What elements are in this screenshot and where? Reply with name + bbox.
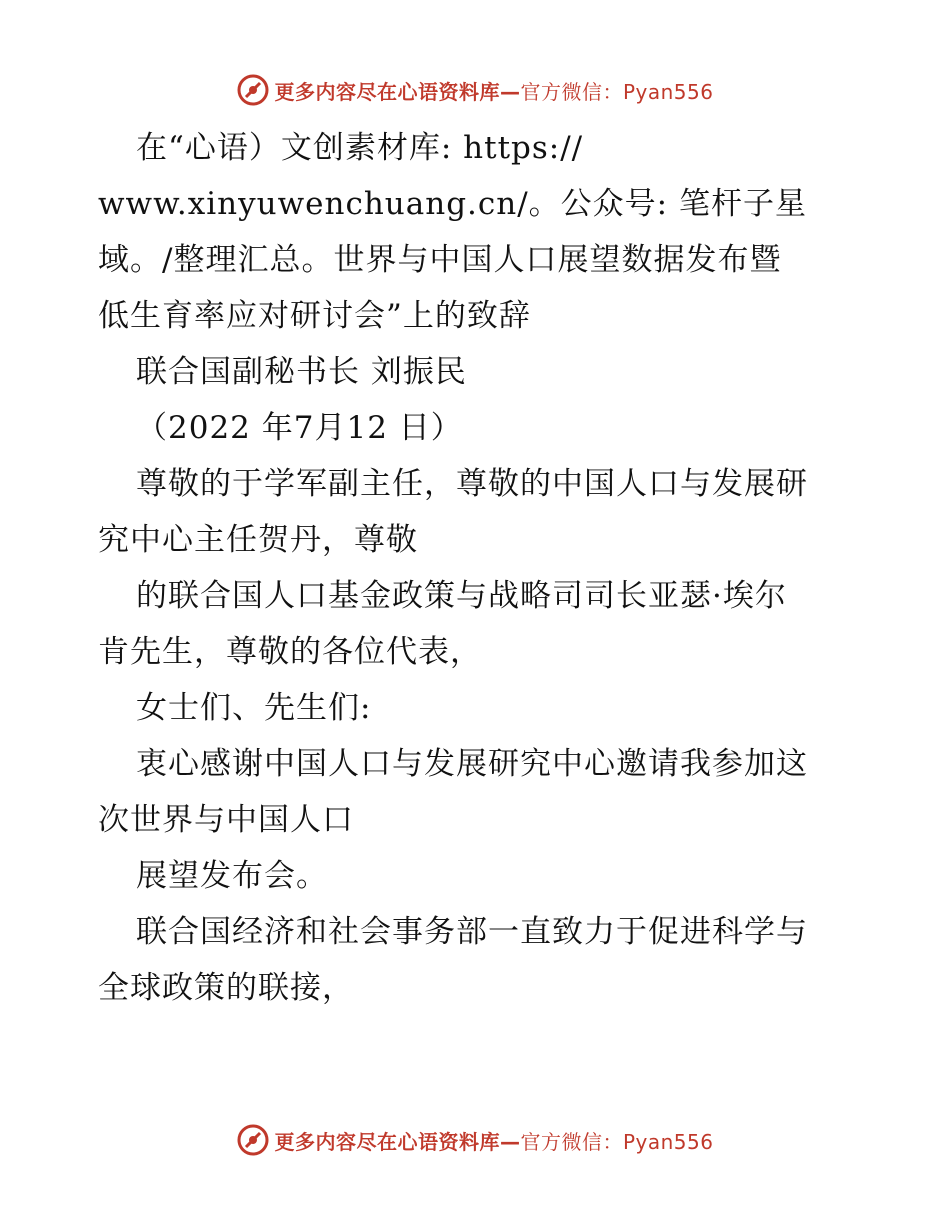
text-line-15: 联合国经济和社会事务部一直致力于促进科学与 xyxy=(136,914,808,950)
text-line-10: 肯先生，尊敬的各位代表， xyxy=(98,634,482,670)
header-banner-wechat: 官方微信：Pyan556 xyxy=(520,79,714,104)
footer-banner xyxy=(0,1120,950,1160)
footer-banner-main: 更多内容尽在心语资料库— xyxy=(274,1129,521,1154)
document-body xyxy=(98,120,858,1016)
footer-banner-text xyxy=(274,1126,713,1155)
brand-logo-icon xyxy=(236,1123,270,1157)
date-line: （2022 年7月12 日） xyxy=(136,410,463,446)
text-line-8: 究中心主任贺丹，尊敬 xyxy=(98,522,418,558)
text-line-4: 低生育率应对研讨会”上的致辞 xyxy=(98,298,531,334)
author-line: 联合国副秘书长 刘振民 xyxy=(136,354,467,390)
text-line-7: 尊敬的于学军副主任，尊敬的中国人口与发展研 xyxy=(136,466,808,502)
text-line-2: www.xinyuwenchuang.cn/。公众号: 笔杆子星 xyxy=(98,186,807,222)
brand-logo-icon xyxy=(236,73,270,107)
text-line-14: 展望发布会。 xyxy=(136,858,328,894)
text-line-3: 域。/整理汇总。世界与中国人口展望数据发布暨 xyxy=(98,242,782,278)
footer-banner-wechat: 官方微信：Pyan556 xyxy=(520,1129,714,1154)
text-line-1: 在“心语）文创素材库: https:// xyxy=(136,130,584,166)
header-banner-text xyxy=(274,76,713,105)
text-line-12: 衷心感谢中国人口与发展研究中心邀请我参加这 xyxy=(136,746,808,782)
header-banner-main: 更多内容尽在心语资料库— xyxy=(274,79,521,104)
text-line-16: 全球政策的联接， xyxy=(98,970,354,1006)
text-line-13: 次世界与中国人口 xyxy=(98,802,354,838)
text-line-9: 的联合国人口基金政策与战略司司长亚瑟·埃尔 xyxy=(136,578,787,614)
header-banner xyxy=(0,70,950,110)
text-line-11: 女士们、先生们: xyxy=(136,690,372,726)
